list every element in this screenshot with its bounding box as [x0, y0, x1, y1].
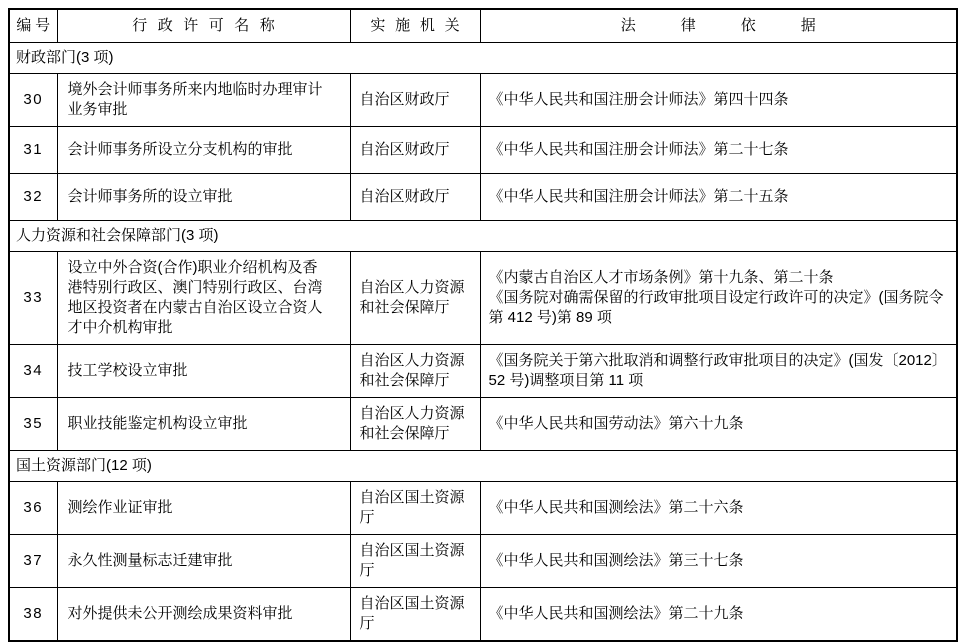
cell-permit-name: 设立中外合资(合作)职业介绍机构及香港特别行政区、澳门特别行政区、台湾地区投资者在内蒙古自治区设立合资人才中介机构审批 [57, 251, 350, 344]
cell-implementing-agency: 自治区国土资源厅 [350, 481, 480, 534]
cell-implementing-agency: 自治区财政厅 [350, 173, 480, 220]
cell-implementing-agency: 自治区人力资源和社会保障厅 [350, 344, 480, 397]
cell-legal-basis [480, 587, 957, 641]
section-header-row [9, 42, 957, 73]
table-row [9, 251, 957, 344]
cell-legal-basis [480, 344, 957, 397]
cell-permit-number: 31 [9, 126, 57, 173]
column-header-legal-basis: 法律依据 [480, 9, 957, 42]
cell-legal-basis [480, 397, 957, 450]
cell-permit-number: 34 [9, 344, 57, 397]
section-header-row [9, 450, 957, 481]
legal-citation: 《中华人民共和国注册会计师法》第四十四条 [488, 90, 789, 108]
header-row [9, 9, 957, 42]
cell-legal-basis [480, 126, 957, 173]
cell-legal-basis [480, 173, 957, 220]
table-row [9, 173, 957, 220]
cell-implementing-agency: 自治区人力资源和社会保障厅 [350, 251, 480, 344]
table-row [9, 397, 957, 450]
legal-citation: 《中华人民共和国测绘法》第二十六条 [488, 498, 744, 516]
table-row [9, 73, 957, 126]
cell-permit-name: 职业技能鉴定机构设立审批 [57, 397, 350, 450]
cell-permit-number: 32 [9, 173, 57, 220]
cell-permit-name: 永久性测量标志迁建审批 [57, 534, 350, 587]
legal-citation: 《国务院对确需保留的行政审批项目设定行政许可的决定》(国务院令第 412 号)第 89 项 [488, 288, 944, 326]
cell-permit-name: 测绘作业证审批 [57, 481, 350, 534]
cell-permit-number: 38 [9, 587, 57, 641]
cell-implementing-agency: 自治区国土资源厅 [350, 534, 480, 587]
cell-permit-name: 境外会计师事务所来内地临时办理审计业务审批 [57, 73, 350, 126]
cell-permit-name: 会计师事务所设立分支机构的审批 [57, 126, 350, 173]
section-title: 国土资源部门(12 项) [9, 450, 957, 481]
table-row [9, 481, 957, 534]
legal-citation: 《国务院关于第六批取消和调整行政审批项目的决定》(国发〔2012〕52 号)调整项目第 11 项 [488, 351, 947, 389]
table-body [9, 42, 957, 641]
table-row [9, 126, 957, 173]
cell-legal-basis [480, 481, 957, 534]
legal-citation: 《中华人民共和国注册会计师法》第二十七条 [488, 140, 789, 158]
legal-citation: 《内蒙古自治区人才市场条例》第十九条、第二十条 [488, 268, 834, 286]
cell-legal-basis [480, 73, 957, 126]
cell-permit-number: 35 [9, 397, 57, 450]
cell-legal-basis [480, 534, 957, 587]
cell-permit-name: 技工学校设立审批 [57, 344, 350, 397]
legal-citation: 《中华人民共和国测绘法》第二十九条 [488, 604, 744, 622]
cell-implementing-agency: 自治区财政厅 [350, 73, 480, 126]
table-row [9, 534, 957, 587]
table-row [9, 587, 957, 641]
cell-implementing-agency: 自治区国土资源厅 [350, 587, 480, 641]
cell-permit-number: 36 [9, 481, 57, 534]
section-title: 财政部门(3 项) [9, 42, 957, 73]
cell-permit-name: 会计师事务所的设立审批 [57, 173, 350, 220]
column-header-no: 编号 [9, 9, 57, 42]
column-header-permit-name: 行政许可名称 [57, 9, 350, 42]
section-header-row [9, 220, 957, 251]
cell-implementing-agency: 自治区人力资源和社会保障厅 [350, 397, 480, 450]
legal-citation: 《中华人民共和国注册会计师法》第二十五条 [488, 187, 789, 205]
cell-implementing-agency: 自治区财政厅 [350, 126, 480, 173]
legal-citation: 《中华人民共和国测绘法》第三十七条 [488, 551, 744, 569]
column-header-agency: 实施机关 [350, 9, 480, 42]
permits-table [8, 8, 958, 642]
cell-legal-basis [480, 251, 957, 344]
legal-citation: 《中华人民共和国劳动法》第六十九条 [488, 414, 744, 432]
section-title: 人力资源和社会保障部门(3 项) [9, 220, 957, 251]
cell-permit-number: 30 [9, 73, 57, 126]
table-row [9, 344, 957, 397]
cell-permit-number: 33 [9, 251, 57, 344]
cell-permit-name: 对外提供未公开测绘成果资料审批 [57, 587, 350, 641]
cell-permit-number: 37 [9, 534, 57, 587]
